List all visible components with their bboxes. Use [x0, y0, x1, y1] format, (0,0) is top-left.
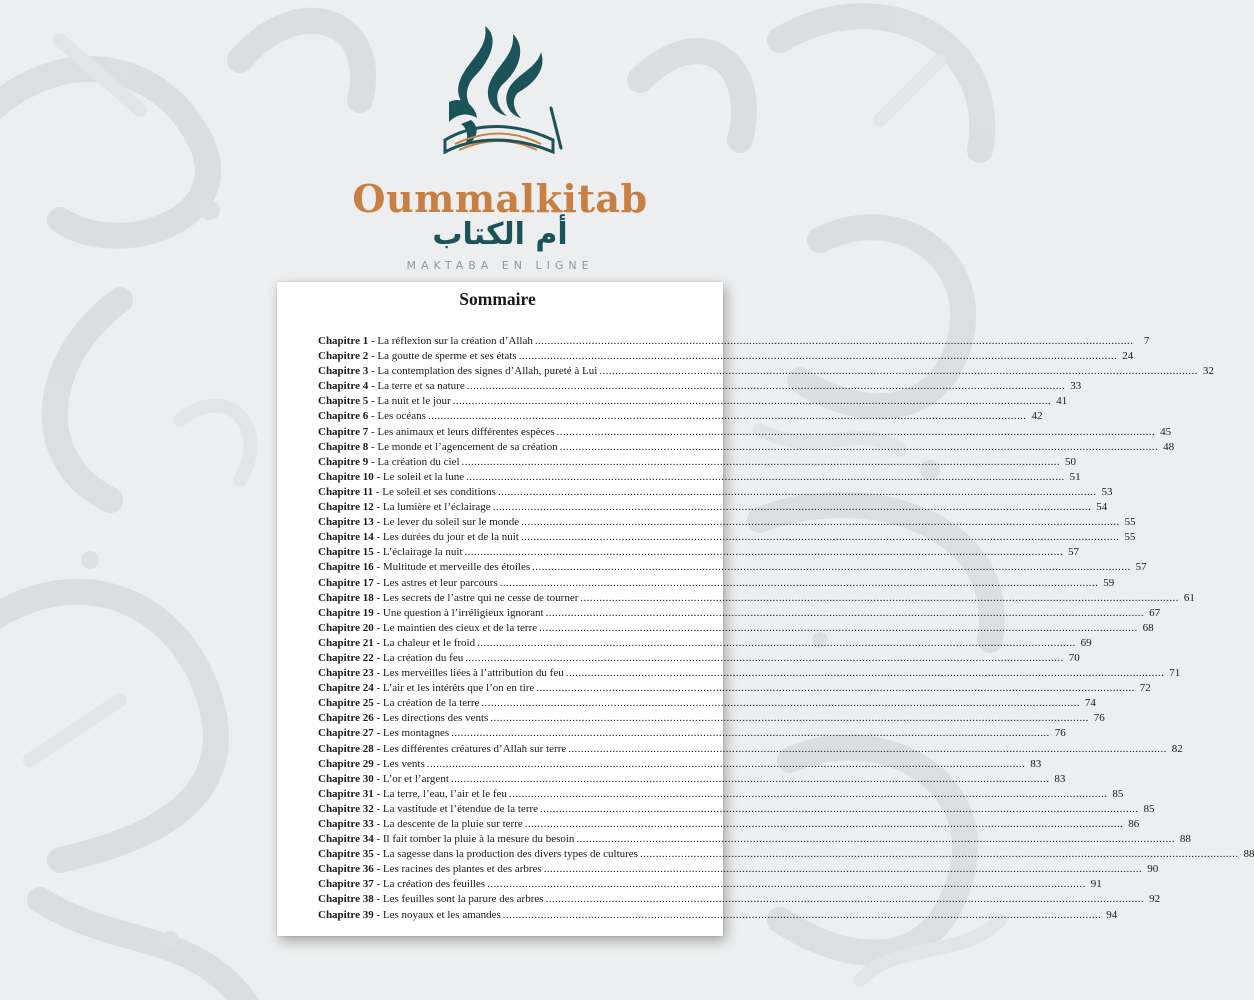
- chapter-title: La terre, l’eau, l’air et le feu: [382, 787, 507, 800]
- leader-dots: [576, 832, 1175, 847]
- leader-dots: [503, 908, 1102, 923]
- toc-entry: [318, 892, 1161, 907]
- chapter-number: Chapitre 4: [318, 380, 369, 393]
- chapter-title: Les merveilles liées à l’attribution du feu: [382, 667, 564, 680]
- chapter-number: Chapitre 24: [318, 682, 374, 695]
- chapter-separator: -: [368, 440, 378, 453]
- chapter-number: Chapitre 33: [318, 818, 374, 830]
- chapter-number: Chapitre 9: [318, 455, 369, 468]
- brand-arabic-name: أم الكتاب: [432, 217, 568, 252]
- toc-entry: [318, 576, 1115, 591]
- chapter-separator: -: [373, 787, 383, 800]
- chapter-page-number: 94: [1106, 908, 1118, 921]
- brand-name: Oummalkitab: [352, 176, 648, 221]
- leader-dots: [640, 847, 1239, 862]
- chapter-number: Chapitre 10: [318, 470, 374, 483]
- leader-dots: [451, 726, 1050, 741]
- toc-entry: [318, 711, 1105, 726]
- chapter-page-number: 45: [1160, 425, 1172, 438]
- chapter-page-number: 82: [1171, 742, 1183, 755]
- chapter-title: Les feuilles sont la parure des arbres: [382, 893, 544, 906]
- chapter-number: Chapitre 35: [318, 848, 374, 861]
- chapter-page-number: 74: [1084, 697, 1096, 710]
- leader-dots: [487, 877, 1086, 892]
- toc-entry: [318, 832, 1191, 847]
- chapter-separator: -: [373, 546, 383, 559]
- chapter-page-number: 71: [1169, 667, 1181, 680]
- chapter-separator: -: [368, 365, 378, 378]
- page-title: Sommaire: [459, 289, 536, 309]
- toc-entry: [318, 742, 1183, 757]
- chapter-separator: -: [373, 697, 383, 710]
- toc-entry: [318, 862, 1159, 877]
- toc-entry: [318, 560, 1147, 575]
- leader-dots: [467, 379, 1066, 394]
- leader-dots: [498, 485, 1097, 500]
- chapter-page-number: 48: [1163, 440, 1175, 453]
- chapter-separator: -: [373, 591, 383, 604]
- chapter-separator: -: [373, 712, 383, 725]
- chapter-page-number: 24: [1122, 350, 1134, 363]
- chapter-title: La descente de la pluie sur terre: [382, 818, 523, 830]
- chapter-number: Chapitre 36: [318, 863, 374, 876]
- chapter-separator: -: [373, 516, 383, 529]
- chapter-page-number: 76: [1093, 712, 1105, 725]
- chapter-number: Chapitre 14: [318, 531, 374, 544]
- chapter-title: Multitude et merveille des étoiles: [382, 561, 531, 574]
- chapter-page-number: 57: [1135, 561, 1147, 574]
- chapter-number: Chapitre 32: [318, 802, 374, 815]
- chapter-number: Chapitre 17: [318, 576, 374, 589]
- chapter-title: Les secrets de l’astre qui ne cesse de tourner: [382, 591, 579, 604]
- chapter-number: Chapitre 27: [318, 727, 374, 740]
- leader-dots: [509, 787, 1108, 802]
- chapter-title: La sagesse dans la production des divers types de cultures: [382, 848, 638, 861]
- chapter-separator: -: [373, 501, 383, 514]
- chapter-title: L’éclairage la nuit: [382, 546, 463, 559]
- chapter-separator: -: [368, 335, 378, 347]
- chapter-number: Chapitre 28: [318, 742, 374, 755]
- chapter-page-number: 85: [1112, 787, 1124, 800]
- toc-entry: [318, 681, 1151, 696]
- chapter-number: Chapitre 26: [318, 712, 374, 725]
- leader-dots: [599, 364, 1198, 379]
- chapter-separator: -: [368, 425, 378, 438]
- toc-entry: [318, 696, 1096, 711]
- chapter-separator: -: [373, 833, 383, 846]
- chapter-page-number: 33: [1070, 380, 1082, 393]
- toc-entry: [318, 545, 1080, 560]
- chapter-number: Chapitre 2: [318, 350, 369, 363]
- chapter-page-number: 51: [1069, 470, 1081, 483]
- document-page: [277, 282, 1254, 936]
- chapter-page-number: 55: [1124, 516, 1136, 529]
- chapter-separator: -: [368, 350, 378, 363]
- toc-entry: [318, 772, 1066, 787]
- leader-dots: [536, 681, 1135, 696]
- table-of-contents: [318, 334, 1254, 923]
- chapter-separator: -: [373, 531, 383, 544]
- chapter-number: Chapitre 23: [318, 667, 374, 680]
- leader-dots: [500, 576, 1099, 591]
- chapter-number: Chapitre 11: [318, 485, 374, 498]
- chapter-title: Le monde et l’agencement de sa création: [377, 440, 558, 453]
- chapter-separator: -: [373, 470, 383, 483]
- chapter-page-number: 83: [1030, 757, 1042, 770]
- chapter-number: Chapitre 3: [318, 365, 369, 378]
- chapter-number: Chapitre 12: [318, 501, 374, 514]
- chapter-title: La contemplation des signes d’Allah, pureté à Lui: [377, 365, 598, 378]
- chapter-separator: -: [373, 878, 383, 891]
- leader-dots: [557, 425, 1156, 440]
- toc-entry: [318, 440, 1175, 455]
- chapter-number: Chapitre 18: [318, 591, 374, 604]
- toc-entry: [318, 500, 1108, 515]
- chapter-title: Les océans: [377, 410, 426, 423]
- chapter-separator: -: [373, 893, 383, 906]
- chapter-number: Chapitre 30: [318, 772, 374, 785]
- chapter-separator: -: [373, 576, 383, 589]
- chapter-separator: -: [373, 848, 383, 861]
- toc-entry: [318, 455, 1077, 470]
- chapter-page-number: 88: [1179, 833, 1191, 846]
- chapter-number: Chapitre 13: [318, 516, 374, 529]
- chapter-number: Chapitre 39: [318, 908, 374, 921]
- chapter-page-number: 68: [1142, 621, 1154, 634]
- chapter-page-number: 85: [1143, 802, 1155, 815]
- chapter-number: Chapitre 25: [318, 697, 374, 710]
- chapter-separator: -: [373, 742, 383, 755]
- chapter-title: Les racines des plantes et des arbres: [382, 863, 542, 876]
- toc-entry: [318, 666, 1181, 681]
- chapter-page-number: 88: [1243, 848, 1254, 861]
- chapter-separator: -: [373, 863, 383, 876]
- chapter-title: La vastitude et l’étendue de la terre: [382, 802, 539, 815]
- chapter-separator: -: [373, 636, 383, 649]
- chapter-page-number: 86: [1128, 818, 1140, 830]
- leader-dots: [544, 862, 1143, 877]
- chapter-page-number: 92: [1149, 893, 1161, 906]
- toc-entry: [318, 425, 1172, 440]
- chapter-page-number: 90: [1147, 863, 1159, 876]
- chapter-separator: -: [368, 380, 378, 393]
- chapter-separator: -: [373, 667, 383, 680]
- chapter-title: L’air et les intérêts que l’on en tire: [382, 682, 535, 695]
- toc-entry: [318, 394, 1068, 409]
- chapter-page-number: 91: [1090, 878, 1102, 891]
- leader-dots: [521, 515, 1120, 530]
- toc-entry: [318, 621, 1154, 636]
- chapter-page-number: 53: [1101, 485, 1113, 498]
- toc-entry: [318, 877, 1102, 892]
- chapter-separator: -: [373, 908, 383, 921]
- chapter-separator: -: [373, 651, 383, 664]
- chapter-title: L’or et l’argent: [382, 772, 449, 785]
- leader-dots: [490, 711, 1089, 726]
- chapter-number: Chapitre 1: [318, 335, 369, 347]
- chapter-title: Les animaux et leurs différentes espèces: [377, 425, 555, 438]
- leader-dots: [539, 621, 1138, 636]
- chapter-separator: -: [373, 561, 383, 574]
- logo-emblem-icon: [415, 18, 585, 168]
- leader-dots: [566, 666, 1165, 681]
- chapter-number: Chapitre 5: [318, 395, 369, 408]
- chapter-page-number: 76: [1054, 727, 1066, 740]
- brand-tagline: MAKTABA EN LIGNE: [406, 259, 594, 272]
- chapter-page-number: 54: [1096, 501, 1108, 514]
- chapter-title: La nuit et le jour: [377, 395, 451, 408]
- leader-dots: [519, 349, 1118, 364]
- chapter-page-number: 50: [1065, 455, 1077, 468]
- chapter-number: Chapitre 22: [318, 651, 374, 664]
- chapter-separator: -: [368, 410, 378, 423]
- leader-dots: [493, 500, 1092, 515]
- toc-entry: [318, 726, 1066, 741]
- chapter-separator: -: [368, 395, 378, 408]
- chapter-title: La création des feuilles: [382, 878, 486, 891]
- chapter-title: La goutte de sperme et ses états: [377, 350, 517, 363]
- chapter-title: Le soleil et la lune: [382, 470, 465, 483]
- chapter-title: Le maintien des cieux et de la terre: [382, 621, 538, 634]
- chapter-number: Chapitre 37: [318, 878, 374, 891]
- leader-dots: [546, 892, 1145, 907]
- chapter-number: Chapitre 8: [318, 440, 369, 453]
- leader-dots: [521, 530, 1120, 545]
- chapter-title: Les durées du jour et de la nuit: [382, 531, 519, 544]
- chapter-title: La création du ciel: [377, 455, 460, 468]
- chapter-title: Les astres et leur parcours: [382, 576, 498, 589]
- toc-entry: [318, 606, 1161, 621]
- toc-entry: [318, 908, 1118, 923]
- chapter-title: Il fait tomber la pluie à la mesure du besoin: [382, 833, 575, 846]
- leader-dots: [540, 802, 1139, 817]
- chapter-number: Chapitre 38: [318, 893, 374, 906]
- leader-dots: [525, 817, 1124, 832]
- chapter-page-number: 7: [1143, 335, 1150, 347]
- leader-dots: [532, 560, 1131, 575]
- chapter-number: Chapitre 6: [318, 410, 369, 423]
- chapter-number: Chapitre 21: [318, 636, 374, 649]
- chapter-page-number: 69: [1080, 636, 1092, 649]
- chapter-number: Chapitre 34: [318, 833, 374, 846]
- toc-entry: [318, 409, 1043, 424]
- chapter-title: Les noyaux et les amandes: [382, 908, 501, 921]
- toc-entry: [318, 847, 1254, 862]
- chapter-page-number: 83: [1054, 772, 1066, 785]
- chapter-separator: -: [373, 772, 383, 785]
- chapter-page-number: 72: [1139, 682, 1151, 695]
- leader-dots: [481, 696, 1080, 711]
- chapter-title: Le soleil et ses conditions: [382, 485, 496, 498]
- chapter-page-number: 32: [1202, 365, 1214, 378]
- toc-entry: [318, 334, 1150, 349]
- leader-dots: [466, 470, 1065, 485]
- chapter-separator: -: [373, 727, 383, 740]
- chapter-separator: -: [373, 682, 383, 695]
- chapter-page-number: 55: [1124, 531, 1136, 544]
- leader-dots: [453, 394, 1052, 409]
- chapter-title: La création de la terre: [382, 697, 480, 710]
- leader-dots: [560, 440, 1159, 455]
- toc-entry: [318, 485, 1113, 500]
- leader-dots: [568, 742, 1167, 757]
- toc-entry: [318, 817, 1140, 832]
- toc-entry: [318, 515, 1136, 530]
- chapter-separator: -: [373, 485, 383, 498]
- leader-dots: [428, 409, 1027, 424]
- leader-dots: [535, 334, 1134, 349]
- chapter-title: La terre et sa nature: [377, 380, 465, 393]
- toc-entry: [318, 349, 1134, 364]
- chapter-title: La création du feu: [382, 651, 464, 664]
- chapter-page-number: 57: [1068, 546, 1080, 559]
- leader-dots: [427, 757, 1026, 772]
- chapter-title: Les vents: [382, 757, 425, 770]
- chapter-number: Chapitre 31: [318, 787, 374, 800]
- leader-dots: [546, 606, 1145, 621]
- toc-entry: [318, 636, 1092, 651]
- chapter-page-number: 67: [1149, 606, 1161, 619]
- chapter-title: Les directions des vents: [382, 712, 489, 725]
- toc-entry: [318, 530, 1136, 545]
- chapter-title: La lumière et l’éclairage: [382, 501, 491, 514]
- chapter-title: Les montagnes: [382, 727, 450, 740]
- chapter-title: La chaleur et le froid: [382, 636, 476, 649]
- chapter-page-number: 42: [1031, 410, 1043, 423]
- chapter-separator: -: [373, 818, 383, 830]
- leader-dots: [580, 591, 1179, 606]
- toc-entry: [318, 787, 1124, 802]
- chapter-number: Chapitre 20: [318, 621, 374, 634]
- chapter-number: Chapitre 7: [318, 425, 369, 438]
- leader-dots: [462, 455, 1061, 470]
- toc-entry: [318, 470, 1081, 485]
- chapter-number: Chapitre 29: [318, 757, 374, 770]
- toc-entry: [318, 651, 1080, 666]
- chapter-separator: -: [373, 757, 383, 770]
- chapter-separator: -: [373, 621, 383, 634]
- chapter-title: La réflexion sur la création d’Allah: [377, 335, 533, 347]
- leader-dots: [465, 545, 1064, 560]
- toc-entry: [318, 364, 1214, 379]
- chapter-title: Le lever du soleil sur le monde: [382, 516, 520, 529]
- chapter-page-number: 59: [1103, 576, 1115, 589]
- leader-dots: [477, 636, 1076, 651]
- toc-entry: [318, 802, 1155, 817]
- toc-entry: [318, 591, 1195, 606]
- chapter-separator: -: [368, 455, 378, 468]
- toc-entry: [318, 379, 1082, 394]
- leader-dots: [465, 651, 1064, 666]
- chapter-separator: -: [373, 606, 383, 619]
- chapter-title: Les différentes créatures d’Allah sur terre: [382, 742, 567, 755]
- toc-entry: [318, 757, 1042, 772]
- chapter-page-number: 70: [1068, 651, 1080, 664]
- leader-dots: [451, 772, 1050, 787]
- chapter-title: Une question à l’irréligieux ignorant: [382, 606, 544, 619]
- chapter-number: Chapitre 16: [318, 561, 374, 574]
- chapter-page-number: 41: [1056, 395, 1068, 408]
- chapter-separator: -: [373, 802, 383, 815]
- chapter-number: Chapitre 19: [318, 606, 374, 619]
- chapter-number: Chapitre 15: [318, 546, 374, 559]
- chapter-page-number: 61: [1183, 591, 1195, 604]
